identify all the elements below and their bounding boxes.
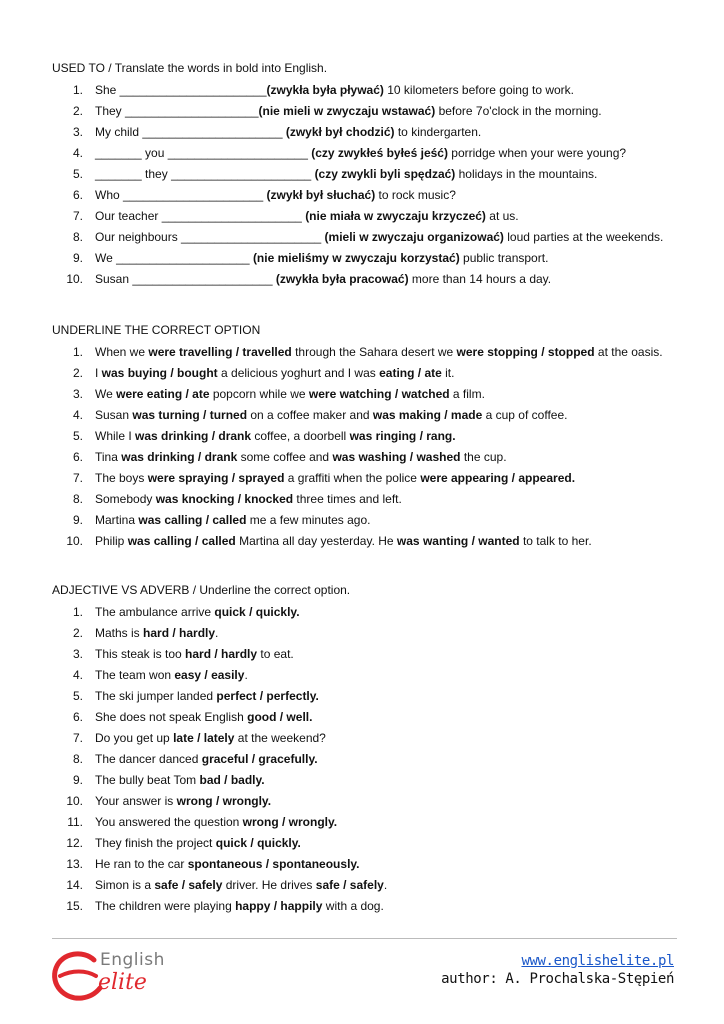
bold-phrase: was making / made [372,408,483,422]
bold-phrase: wrong / wrongly. [176,794,272,808]
list-item [52,875,682,896]
sentence-text: loud parties at the weekends. [503,230,664,244]
sentence-text: a film. [449,387,485,401]
sentence-text: a graffiti when the police [284,471,421,485]
item-number: 10. [66,272,83,286]
list-item [52,363,682,384]
sentence-text: The bully beat Tom [95,773,200,787]
item-number: 11. [67,815,83,829]
item-number: 6. [72,188,83,202]
sentence-text: While I [95,429,136,443]
item-number: 3. [72,647,83,661]
sentence-text: at the weekend? [234,731,326,745]
list-item [52,665,682,686]
list-item [52,405,682,426]
bold-phrase: were appearing / appeared. [420,471,576,485]
sentence-text: Maths is [95,626,144,640]
sentence-text: She does not speak English [95,710,248,724]
list-item [52,510,682,531]
list-item [52,602,682,623]
bold-phrase: (nie miała w zwyczaju krzyczeć) [305,209,486,223]
bold-phrase: (zwykł był słuchać) [266,188,376,202]
list-item [52,728,682,749]
item-number: 13. [66,857,83,871]
sentence-text: Your answer is [95,794,177,808]
bold-phrase: (zwykł był chodzić) [285,125,395,139]
bold-phrase: (mieli w zwyczaju organizować) [324,230,504,244]
bold-phrase: was drinking / drank [135,429,252,443]
bold-phrase: spontaneous / spontaneously. [187,857,360,871]
sentence-text: public transport. [459,251,549,265]
sentence-text: Simon is a [95,878,155,892]
sentence-text: popcorn while we [209,387,309,401]
worksheet [52,59,682,917]
sentence-text: to rock music? [375,188,456,202]
list-item [52,489,682,510]
sentence-text: The dancer danced [95,752,202,766]
item-number: 8. [72,752,83,766]
bold-phrase: was turning / turned [132,408,248,422]
bold-phrase: easy / easily [174,668,245,682]
bold-phrase: were spraying / sprayed [147,471,285,485]
list-item [52,342,682,363]
sentence-text: to eat. [257,647,294,661]
bold-phrase: was calling / called [138,513,247,527]
sentence-text: . [383,878,388,892]
list-item [52,384,682,405]
sentence-text: Who _____________________ [95,188,267,202]
sentence-text: driver. He drives [222,878,316,892]
item-number: 9. [72,773,83,787]
sentence-text: The boys [95,471,148,485]
sentence-text: When we [95,345,149,359]
sentence-text: The ski jumper landed [95,689,217,703]
item-number: 2. [72,626,83,640]
sentence-text: . [215,626,219,640]
item-number: 4. [72,408,83,422]
bold-phrase: were eating / ate [116,387,210,401]
sentence-text: Philip [95,534,128,548]
sentence-text: _______ you _____________________ [95,146,312,160]
sentence-text: 10 kilometers before going to work. [383,83,575,97]
sentence-text: to kindergarten. [394,125,482,139]
footer-info [441,952,674,988]
list-item [52,185,682,206]
list-item [52,122,682,143]
bold-phrase: (czy zwykłeś byłeś jeść) [311,146,448,160]
sentence-text: Martina all day yesterday. He [235,534,397,548]
list-item [52,791,682,812]
item-number: 8. [72,492,83,506]
sentence-text: Our neighbours _____________________ [95,230,325,244]
list-item [52,531,682,552]
item-number: 6. [72,450,83,464]
bold-phrase: wrong / wrongly. [242,815,338,829]
bold-phrase: bad / badly. [199,773,265,787]
sentence-text: coffee, a doorbell [251,429,350,443]
sentence-text: You answered the question [95,815,243,829]
section-adjective-adverb-list [52,602,682,917]
item-number: 7. [72,731,83,745]
sentence-text: They ____________________ [95,104,259,118]
list-item [52,623,682,644]
bold-phrase: was buying / bought [101,366,218,380]
sentence-text: Do you get up [95,731,174,745]
item-number: 15. [66,899,83,913]
sentence-text: on a coffee maker and [247,408,373,422]
bold-phrase: safe / safely [315,878,384,892]
sentence-text: at us. [485,209,519,223]
bold-phrase: was knocking / knocked [155,492,294,506]
author-credit: author: A. Prochalska-Stępień [441,971,674,987]
item-number: 10. [66,794,83,808]
bold-phrase: was ringing / rang. [349,429,456,443]
item-number: 14. [66,878,83,892]
section-underline-title: UNDERLINE THE CORRECT OPTION [52,323,261,337]
bold-phrase: graceful / gracefully. [201,752,318,766]
item-number: 5. [72,689,83,703]
sentence-text: Tina [95,450,122,464]
list-item [52,770,682,791]
sentence-text: . [244,668,248,682]
sentence-text: She ______________________ [95,83,267,97]
sentence-text: a delicious yoghurt and I was [217,366,380,380]
sentence-text: We [95,387,117,401]
logo-text-english: English [100,950,165,970]
sentence-text: with a dog. [322,899,384,913]
bold-phrase: were stopping / stopped [456,345,595,359]
item-number: 4. [72,668,83,682]
sentence-text: This steak is too [95,647,186,661]
sentence-text: it. [441,366,455,380]
sentence-text: _______ they _____________________ [95,167,315,181]
sentence-text: some coffee and [237,450,333,464]
item-number: 5. [72,167,83,181]
list-item [52,227,682,248]
list-item [52,80,682,101]
sentence-text: holidays in the mountains. [455,167,598,181]
section-adjective-adverb-title: ADJECTIVE VS ADVERB / Underline the correct option. [52,583,351,597]
list-item [52,812,682,833]
sentence-text: Susan _____________________ [95,272,276,286]
bold-phrase: hard / hardly [185,647,258,661]
sentence-text: at the oasis. [594,345,663,359]
list-item [52,896,682,917]
sentence-text: They finish the project [95,836,216,850]
list-item [52,833,682,854]
sentence-text: more than 14 hours a day. [408,272,552,286]
bold-phrase: perfect / perfectly. [216,689,319,703]
bold-phrase: (nie mieliśmy w zwyczaju korzystać) [252,251,460,265]
list-item [52,164,682,185]
sentence-text: The team won [95,668,175,682]
sentence-text: to talk to her. [519,534,592,548]
sentence-text: My child _____________________ [95,125,286,139]
bold-phrase: late / lately [173,731,235,745]
item-number: 6. [72,710,83,724]
bold-phrase: were travelling / travelled [148,345,292,359]
sentence-text: He ran to the car [95,857,188,871]
sentence-text: three times and left. [293,492,402,506]
item-number: 8. [72,230,83,244]
list-item [52,269,682,290]
sentence-text: I [95,366,102,380]
sentence-text: me a few minutes ago. [246,513,371,527]
item-number: 3. [72,387,83,401]
bold-phrase: was drinking / drank [121,450,238,464]
list-item [52,447,682,468]
item-number: 1. [72,345,83,359]
item-number: 3. [72,125,83,139]
item-number: 10. [66,534,83,548]
item-number: 1. [72,605,83,619]
sentence-text: Our teacher _____________________ [95,209,306,223]
sentence-text: a cup of coffee. [482,408,568,422]
section-used-to-title: USED TO / Translate the words in bold into English. [52,61,328,75]
item-number: 7. [72,209,83,223]
sentence-text: before 7o'clock in the morning. [435,104,602,118]
list-item [52,854,682,875]
bold-phrase: (zwykła była pracować) [275,272,409,286]
sentence-text: porridge when your were young? [447,146,627,160]
sentence-text: the cup. [460,450,507,464]
item-number: 9. [72,251,83,265]
section-used-to-list [52,80,682,290]
item-number: 12. [66,836,83,850]
list-item [52,707,682,728]
list-item [52,206,682,227]
bold-phrase: (zwykła była pływać) [266,83,384,97]
bold-phrase: was calling / called [127,534,236,548]
item-number: 2. [72,366,83,380]
bold-phrase: was washing / washed [332,450,461,464]
list-item [52,101,682,122]
bold-phrase: (nie mieli w zwyczaju wstawać) [258,104,436,118]
list-item [52,143,682,164]
item-number: 5. [72,429,83,443]
item-number: 9. [72,513,83,527]
website-link[interactable]: www.englishelite.pl [521,953,674,969]
bold-phrase: happy / happily [235,899,323,913]
sentence-text: Susan [95,408,133,422]
sentence-text: Martina [95,513,139,527]
footer-divider [52,938,677,939]
list-item [52,644,682,665]
bold-phrase: safe / safely [154,878,223,892]
list-item [52,468,682,489]
item-number: 2. [72,104,83,118]
item-number: 4. [72,146,83,160]
sentence-text: The ambulance arrive [95,605,215,619]
sentence-text: We ____________________ [95,251,253,265]
sentence-text: through the Sahara desert we [291,345,457,359]
logo-text-elite: elite [98,970,147,995]
list-item [52,248,682,269]
list-item [52,426,682,447]
item-number: 1. [72,83,83,97]
bold-phrase: quick / quickly. [214,605,300,619]
item-number: 7. [72,471,83,485]
bold-phrase: were watching / watched [308,387,450,401]
sentence-text: Somebody [95,492,156,506]
bold-phrase: quick / quickly. [215,836,301,850]
bold-phrase: was wanting / wanted [396,534,520,548]
list-item [52,686,682,707]
section-underline-list [52,342,682,552]
bold-phrase: (czy zwykli byli spędzać) [314,167,456,181]
sentence-text: The children were playing [95,899,236,913]
bold-phrase: eating / ate [379,366,442,380]
bold-phrase: good / well. [247,710,313,724]
bold-phrase: hard / hardly [143,626,216,640]
list-item [52,749,682,770]
